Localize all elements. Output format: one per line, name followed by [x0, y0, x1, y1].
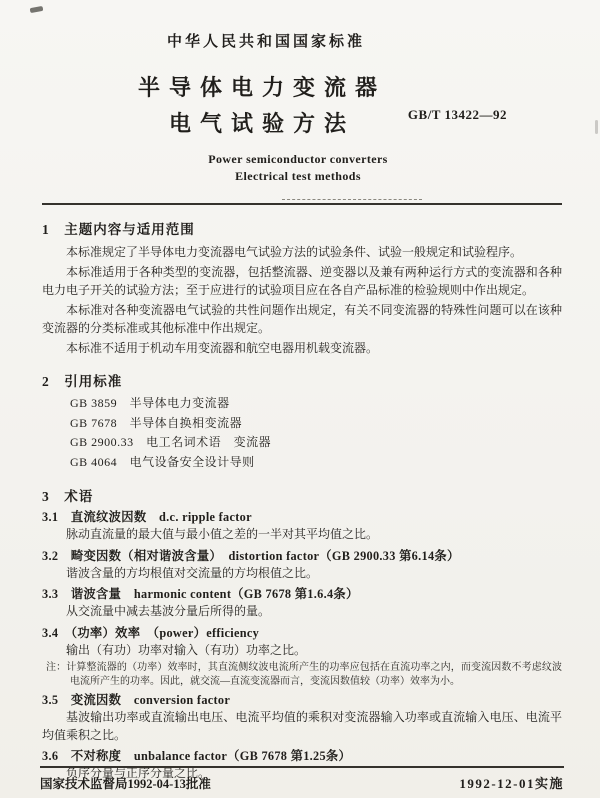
term-definition: 负序分量与正序分量之比。 [66, 766, 211, 780]
term-heading: 3.6 不对称度 unbalance factor（GB 7678 第1.25条） [42, 749, 352, 763]
term-heading: 3.2 畸变因数（相对谐波含量） distortion factor（GB 2900.33 第6.14条） [42, 548, 460, 563]
section-2-heading: 2 引用标准 [42, 374, 123, 389]
paragraph: 本标准对各种变流器电气试验的共性问题作出规定，有关不同变流器的特殊性问题可以在该种变流器的分类标准或其他标准中作出规定。 [42, 303, 562, 335]
term-definition: 脉动直流量的最大值与最小值之差的一半对其平均值之比。 [66, 527, 379, 541]
paragraph: 本标准适用于各种类型的变流器，包括整流器、逆变器以及兼有两种运行方式的变流器和各种电力电子开关的试验方法；至于应进行的试验项目应在各自产品标准的检验规则中作出规定。 [42, 265, 562, 297]
standard-number: GB/T 13422—92 [407, 107, 507, 122]
term-heading: 3.4 （功率）效率 （power）efficiency [42, 625, 260, 640]
doc-title-line2: 电气试验方法 [168, 111, 355, 136]
paragraph: 本标准不适用于机动车用变流器和航空电器用机载变流器。 [66, 341, 379, 355]
approval-authority: 国家技术监督局1992-04-13批准 [40, 777, 211, 791]
term-3-5 [42, 691, 562, 744]
standard-header: 中华人民共和国国家标准 [166, 34, 365, 50]
footer [40, 766, 564, 792]
english-title-line1: Power semiconductor converters [208, 152, 388, 166]
title-lines [2, 73, 522, 139]
scan-artifact [595, 120, 598, 134]
term-definition: 基波输出功率或直流输出电压、电流平均值的乘积对变流器输入功率或直流输入电压、电流平均值乘积之比。 [42, 710, 562, 742]
scan-artifact [30, 6, 44, 13]
dashed-scan-mark [282, 199, 422, 200]
term-definition: 谐波含量的方均根值对交流量的方均根值之比。 [66, 565, 319, 580]
reference-item: GB 4064 电气设备安全设计导则 [70, 454, 255, 469]
term-definition: 从交流量中减去基波分量后所得的量。 [66, 604, 271, 618]
term-3-1 [42, 508, 562, 544]
section-3-heading: 3 术语 [42, 489, 94, 504]
english-title [38, 151, 558, 185]
reference-list [42, 394, 562, 472]
section-1-heading: 1 主题内容与适用范围 [42, 222, 195, 237]
reference-item: GB 7678 半导体自换相变流器 [70, 415, 243, 430]
term-3-2 [42, 547, 562, 583]
term-heading: 3.1 直流纹波因数 d.c. ripple factor [42, 510, 252, 524]
term-3-4 [42, 624, 562, 689]
term-heading: 3.3 谐波含量 harmonic content（GB 7678 第1.6.4条） [42, 587, 359, 601]
term-note: 注：计算整流器的（功率）效率时，其直流侧纹波电流所产生的功率应包括在直流功率之内，而变流因数不考虑纹波电流所产生的功率。因此，就交流—直流变流器而言，变流因数值较（功率）效率为小。 [46, 662, 562, 687]
doc-title-line1: 半导体电力变流器 [137, 75, 386, 100]
term-heading: 3.5 变流因数 conversion factor [42, 693, 231, 707]
terms-list [42, 508, 562, 783]
paragraph: 本标准规定了半导体电力变流器电气试验方法的试验条件、试验一般规定和试验程序。 [66, 245, 523, 259]
implementation-date: 1992-12-01实施 [459, 776, 564, 791]
reference-item: GB 2900.33 电工名词术语 变流器 [70, 435, 272, 449]
reference-item: GB 3859 半导体电力变流器 [70, 396, 230, 410]
header-divider [42, 203, 562, 205]
english-title-line2: Electrical test methods [235, 169, 361, 183]
term-definition: 输出（有功）功率对输入（有功）功率之比。 [66, 642, 307, 657]
title-block [42, 73, 562, 139]
section-1-body [42, 243, 562, 357]
term-3-3 [42, 585, 562, 621]
